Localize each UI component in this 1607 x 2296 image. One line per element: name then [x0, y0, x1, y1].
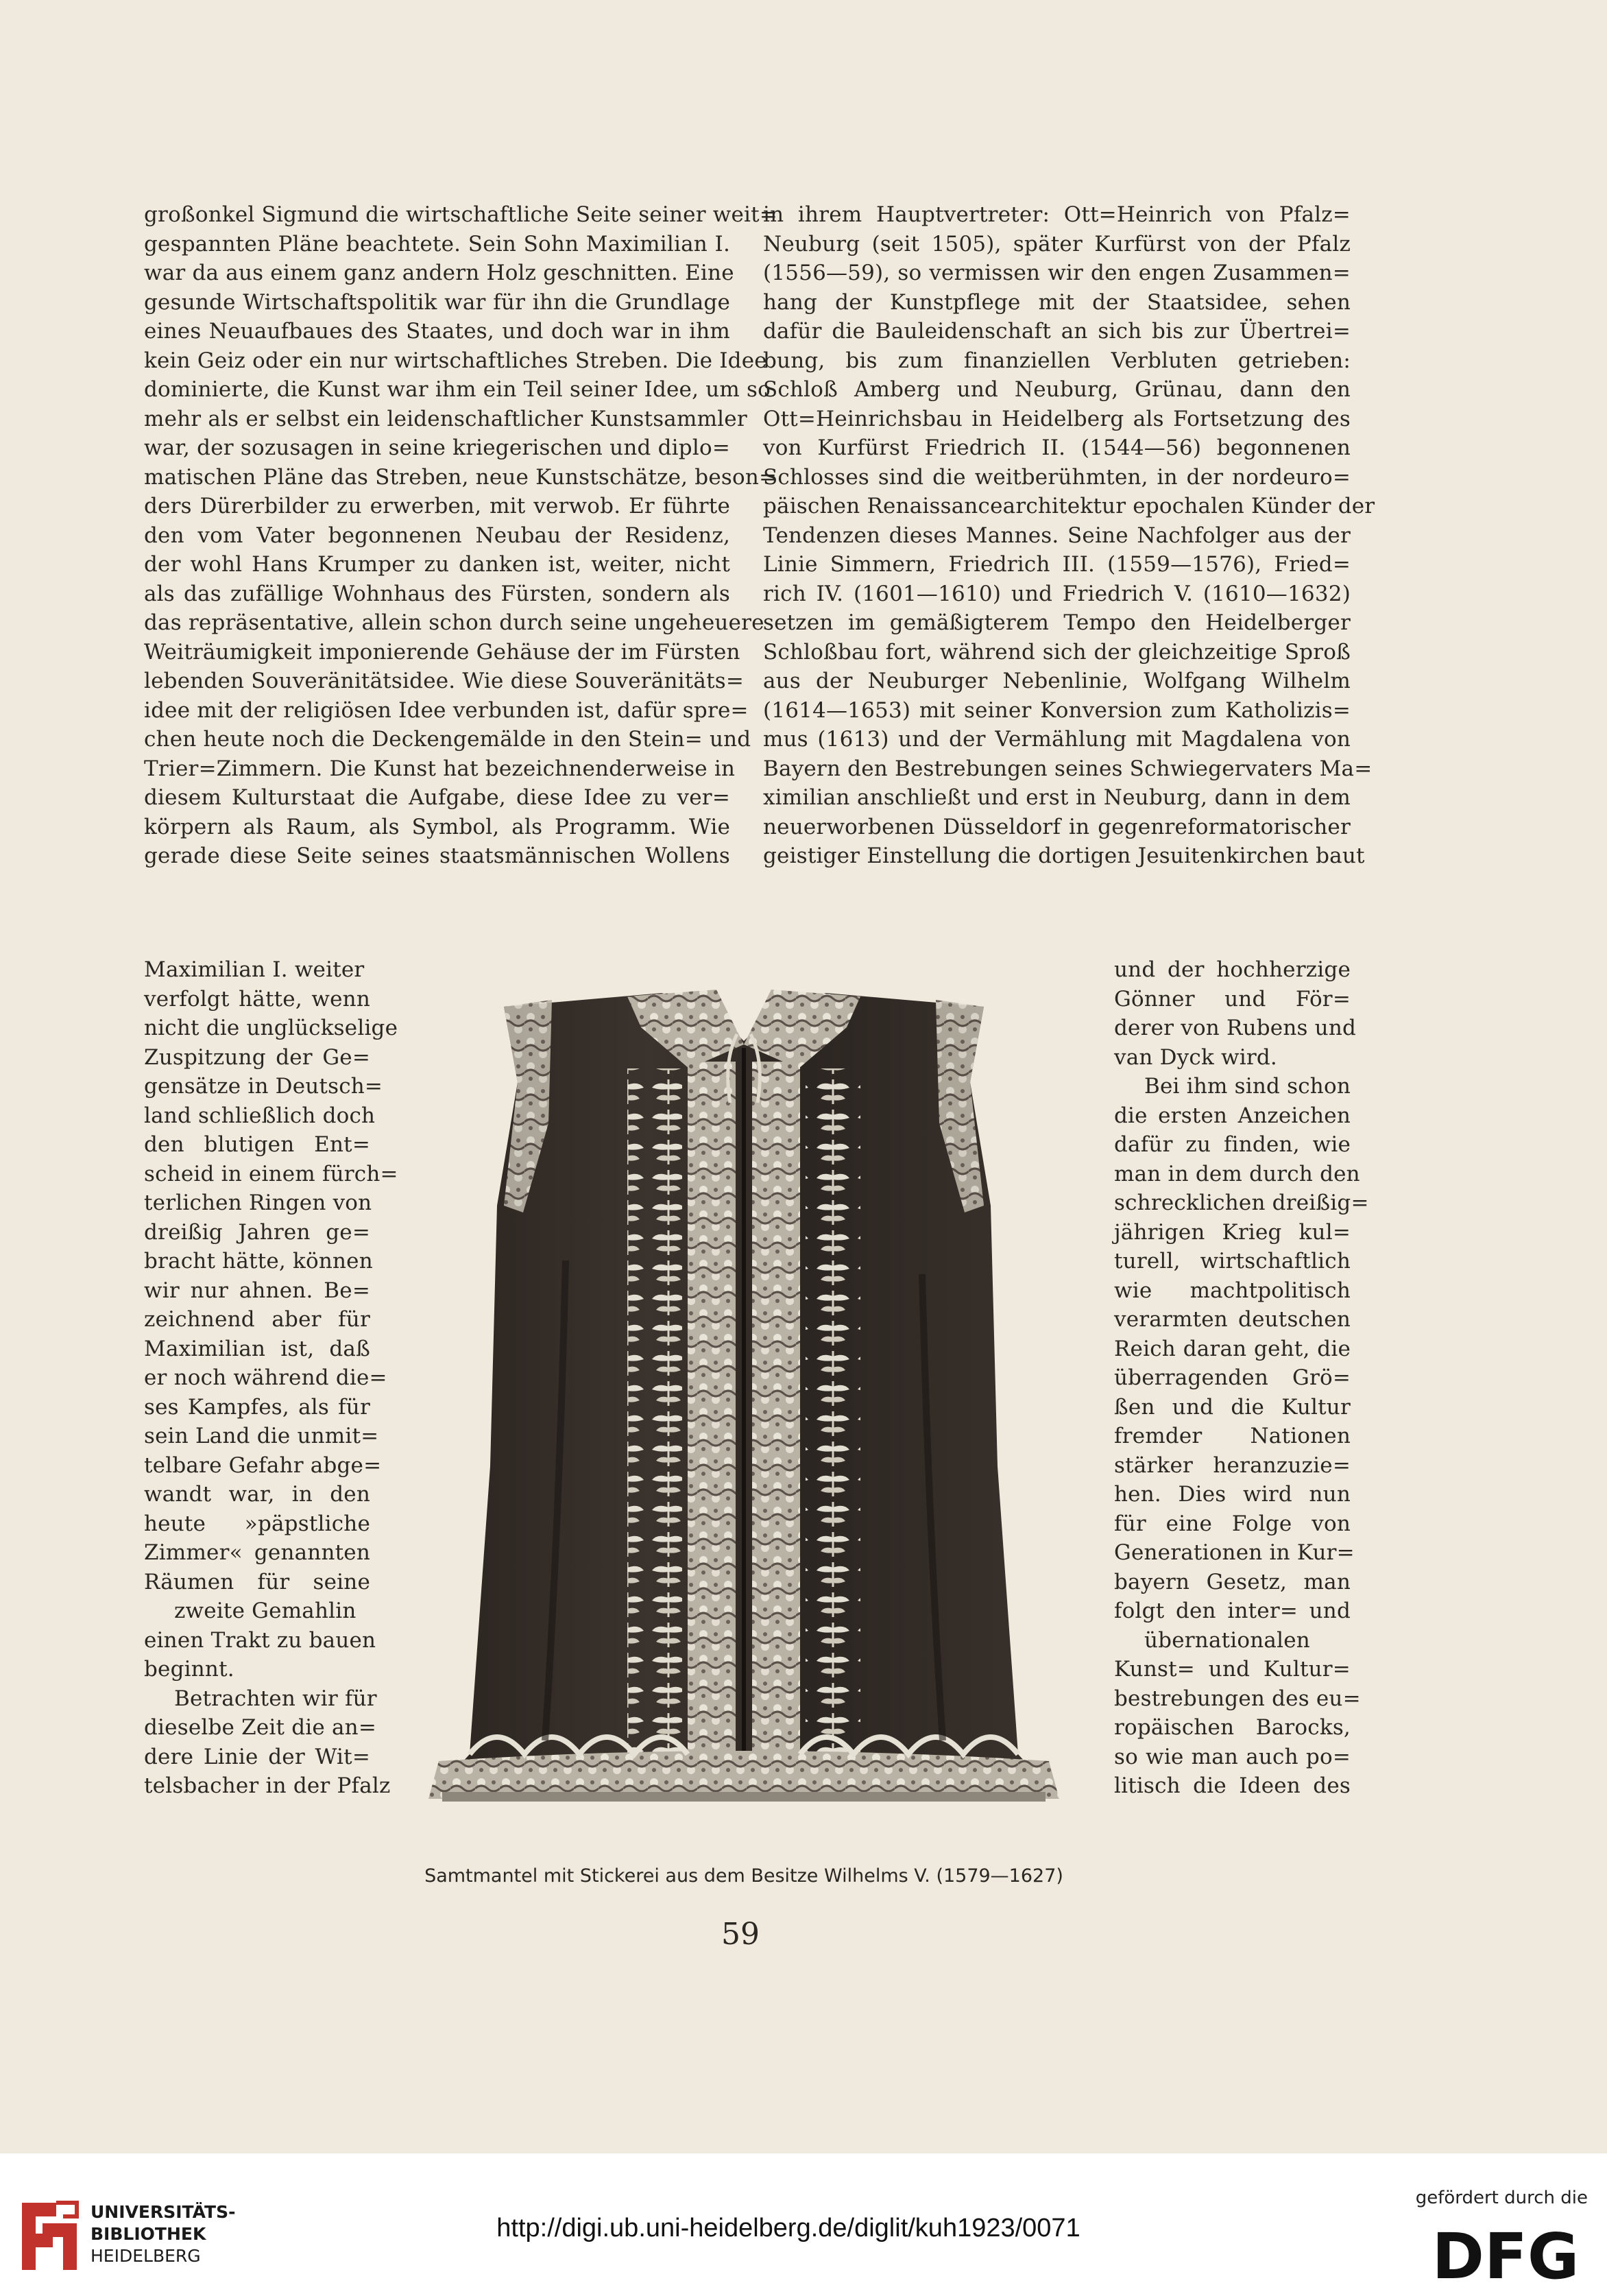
- text-line: land schließlich doch: [144, 1103, 376, 1128]
- text-line: jährigen Krieg kul=: [1114, 1219, 1351, 1245]
- dfg-logo-text: DFG: [1431, 2220, 1580, 2293]
- text-line: dieselbe Zeit die an=: [144, 1715, 377, 1740]
- library-name: [90, 2201, 235, 2267]
- text-line: geistiger Einstellung die dortigen Jesuitenkirchen baut: [763, 844, 1365, 868]
- text-line: telbare Gefahr abge=: [144, 1452, 382, 1478]
- text-line: hang der Kunstpflege mit der Staatsidee, sehen: [763, 289, 1351, 315]
- text-line: Schlosses sind die weitberühmten, in der nordeuro=: [763, 464, 1351, 490]
- text-line: terlichen Ringen von: [144, 1191, 372, 1215]
- text-line: gensätze in Deutsch=: [144, 1074, 383, 1099]
- text-line: er noch während die=: [144, 1365, 387, 1390]
- text-line: Zuspitzung der Ge=: [144, 1044, 370, 1070]
- text-line: päischen Renaissancearchitektur epochalen Künder der: [763, 494, 1375, 518]
- text-line: hen. Dies wird nun: [1114, 1482, 1351, 1507]
- text-line: übernationalen: [1144, 1627, 1310, 1653]
- text-line: bayern Gesetz, man: [1114, 1569, 1351, 1594]
- page-number: 59: [721, 1917, 760, 1952]
- text-line: litisch die Ideen des: [1114, 1773, 1351, 1798]
- text-line: Maximilian I. weiter: [144, 957, 365, 982]
- text-line: (1556—59), so vermissen wir den engen Zusammen=: [763, 261, 1351, 285]
- text-line: Weiträumigkeit imponierende Gehäuse der im Fürsten: [144, 639, 740, 665]
- text-line: dafür zu finden, wie: [1114, 1132, 1351, 1157]
- text-line: bestrebungen des eu=: [1114, 1686, 1361, 1711]
- figure-caption: Samtmantel mit Stickerei aus dem Besitze Wilhelms V. (1579—1627): [424, 1865, 1063, 1887]
- dfg-logo-icon: [1431, 2220, 1580, 2293]
- text-line: und der hochherzige: [1114, 957, 1351, 982]
- text-line: telsbacher in der Pfalz: [144, 1773, 391, 1798]
- text-line: man in dem durch den: [1114, 1161, 1360, 1186]
- text-line: Tendenzen dieses Mannes. Seine Nachfolger aus der: [763, 523, 1351, 548]
- text-line: war, der sozusagen in seine kriegerischen und diplo=: [144, 435, 730, 460]
- text-line: stärker heranzuzie=: [1114, 1452, 1351, 1478]
- text-line: Ott=Heinrichsbau in Heidelberg als Fortsetzung des: [763, 406, 1351, 431]
- text-line: großonkel Sigmund die wirtschaftliche Seite seiner weit=: [144, 202, 778, 227]
- text-line: Maximilian ist, daß: [144, 1336, 370, 1361]
- text-line: Generationen in Kur=: [1114, 1540, 1355, 1565]
- text-line: überragenden Grö=: [1114, 1365, 1351, 1390]
- library-name-line3: HEIDELBERG: [90, 2246, 201, 2266]
- text-line: sein Land die unmit=: [144, 1424, 379, 1448]
- text-line: war da aus einem ganz andern Holz geschnitten. Eine: [144, 261, 734, 285]
- text-line: Räumen für seine: [144, 1569, 370, 1594]
- text-line: beginnt.: [144, 1657, 234, 1682]
- text-line: ropäischen Barocks,: [1114, 1715, 1351, 1740]
- sponsor-text: gefördert durch die: [1415, 2188, 1588, 2208]
- text-line: (1614—1653) mit seiner Konversion zum Katholizis=: [763, 697, 1351, 723]
- text-line: ses Kampfes, als für: [144, 1394, 370, 1420]
- text-line: den blutigen Ent=: [144, 1132, 370, 1157]
- text-line: bung, bis zum finanziellen Verbluten getrieben:: [763, 348, 1351, 373]
- text-line: heute »päpstliche: [144, 1511, 370, 1536]
- text-line: den vom Vater begonnenen Neubau der Residenz,: [144, 523, 730, 548]
- text-line: von Kurfürst Friedrich II. (1544—56) begonnenen: [763, 435, 1351, 460]
- university-library-logo-icon: [15, 2196, 84, 2277]
- text-line: idee mit der religiösen Idee verbunden ist, dafür spre=: [144, 697, 749, 723]
- text-line: einen Trakt zu bauen: [144, 1627, 376, 1653]
- text-line: Bayern den Bestrebungen seines Schwiegervaters Ma=: [763, 756, 1373, 781]
- text-line: eines Neuaufbaues des Staates, und doch war in ihm: [144, 319, 730, 344]
- library-name-line1: UNIVERSITÄTS-: [90, 2202, 236, 2222]
- text-line: chen heute noch die Deckengemälde in den Stein= und: [144, 727, 751, 752]
- source-url-link[interactable]: http://digi.ub.uni-heidelberg.de/diglit/kuh1923/0071: [496, 2214, 1080, 2243]
- text-line: gerade diese Seite seines staatsmännischen Wollens: [144, 844, 730, 868]
- text-line: die ersten Anzeichen: [1114, 1103, 1351, 1128]
- text-line: gesunde Wirtschaftspolitik war für ihn die Grundlage: [144, 289, 730, 315]
- coat-photograph: [401, 986, 1087, 1837]
- text-line: lebenden Souveränitätsidee. Wie diese Souveränitäts=: [144, 669, 745, 693]
- text-line: zeichnend aber für: [144, 1307, 370, 1332]
- text-line: Neuburg (seit 1505), später Kurfürst von der Pfalz: [763, 231, 1351, 256]
- left-column-top-text: [144, 200, 778, 871]
- text-line: diesem Kulturstaat die Aufgabe, diese Idee zu ver=: [144, 785, 730, 810]
- text-line: als das zufällige Wohnhaus des Fürsten, sondern als: [144, 581, 730, 606]
- text-line: verarmten deutschen: [1114, 1307, 1351, 1332]
- text-line: scheid in einem fürch=: [144, 1161, 398, 1186]
- text-line: matischen Pläne das Streben, neue Kunstschätze, beson=: [144, 464, 777, 490]
- text-line: Zimmer« genannten: [144, 1540, 370, 1565]
- right-column-narrow-text: [1114, 955, 1369, 1801]
- text-line: Betrachten wir für: [174, 1686, 377, 1711]
- text-line: Bei ihm sind schon: [1144, 1074, 1351, 1099]
- text-line: ximilian anschließt und erst in Neuburg, dann in dem: [763, 785, 1351, 810]
- text-line: turell, wirtschaftlich: [1114, 1249, 1351, 1273]
- text-line: fremder Nationen: [1114, 1424, 1351, 1448]
- text-line: das repräsentative, allein schon durch seine ungeheuere: [144, 610, 764, 635]
- text-line: setzen im gemäßigterem Tempo den Heidelberger: [763, 610, 1351, 635]
- footer-bar: [0, 2153, 1607, 2296]
- right-column-top-text: [763, 200, 1375, 871]
- text-line: van Dyck wird.: [1114, 1044, 1277, 1070]
- text-line: Reich daran geht, die: [1114, 1336, 1351, 1361]
- left-column-narrow-text: [144, 955, 398, 1801]
- text-line: der wohl Hans Krumper zu danken ist, weiter, nicht: [144, 552, 730, 577]
- text-line: aus der Neuburger Nebenlinie, Wolfgang Wilhelm: [763, 669, 1351, 693]
- text-line: körpern als Raum, als Symbol, als Programm. Wie: [144, 814, 730, 839]
- text-line: schrecklichen dreißig=: [1114, 1191, 1369, 1215]
- velvet-coat-image: [401, 986, 1087, 1837]
- text-line: kein Geiz oder ein nur wirtschaftliches Streben. Die Idee: [144, 348, 767, 373]
- text-line: Kunst= und Kultur=: [1114, 1657, 1351, 1682]
- text-line: folgt den inter= und: [1114, 1599, 1351, 1623]
- text-line: Schloß Amberg und Neuburg, Grünau, dann den: [763, 377, 1351, 402]
- text-line: mus (1613) und der Vermählung mit Magdalena von: [763, 727, 1351, 752]
- text-line: bracht hätte, können: [144, 1249, 373, 1273]
- text-line: mehr als er selbst ein leidenschaftlicher Kunstsammler: [144, 406, 747, 431]
- text-line: zweite Gemahlin: [174, 1599, 357, 1623]
- text-line: in ihrem Hauptvertreter: Ott=Heinrich von Pfalz=: [763, 202, 1351, 227]
- text-line: dafür die Bauleidenschaft an sich bis zur Übertrei=: [763, 319, 1351, 344]
- text-line: wir nur ahnen. Be=: [144, 1278, 370, 1303]
- text-line: so wie man auch po=: [1114, 1744, 1351, 1769]
- text-line: Schloßbau fort, während sich der gleichzeitige Sproß: [763, 639, 1351, 665]
- text-line: verfolgt hätte, wenn: [144, 986, 370, 1012]
- text-line: Trier=Zimmern. Die Kunst hat bezeichnenderweise in: [144, 756, 736, 781]
- text-line: für eine Folge von: [1114, 1511, 1351, 1536]
- text-line: nicht die unglückselige: [144, 1016, 398, 1040]
- text-line: Linie Simmern, Friedrich III. (1559—1576), Fried=: [763, 552, 1351, 577]
- text-line: neuerworbenen Düsseldorf in gegenreformatorischer: [763, 814, 1351, 839]
- text-line: dere Linie der Wit=: [144, 1744, 370, 1769]
- text-line: ders Dürerbilder zu erwerben, mit verwob. Er führte: [144, 494, 730, 518]
- text-line: ßen und die Kultur: [1114, 1394, 1351, 1420]
- text-line: dominierte, die Kunst war ihm ein Teil seiner Idee, um so: [144, 377, 771, 402]
- text-line: Gönner und För=: [1114, 986, 1351, 1012]
- text-line: rich IV. (1601—1610) und Friedrich V. (1610—1632): [763, 581, 1351, 606]
- text-line: dreißig Jahren ge=: [144, 1219, 370, 1245]
- text-line: wandt war, in den: [144, 1482, 370, 1507]
- text-line: gespannten Pläne beachtete. Sein Sohn Maximilian I.: [144, 231, 730, 256]
- text-line: wie machtpolitisch: [1114, 1278, 1351, 1303]
- text-line: derer von Rubens und: [1114, 1016, 1357, 1040]
- library-name-line2: BIBLIOTHEK: [90, 2224, 206, 2244]
